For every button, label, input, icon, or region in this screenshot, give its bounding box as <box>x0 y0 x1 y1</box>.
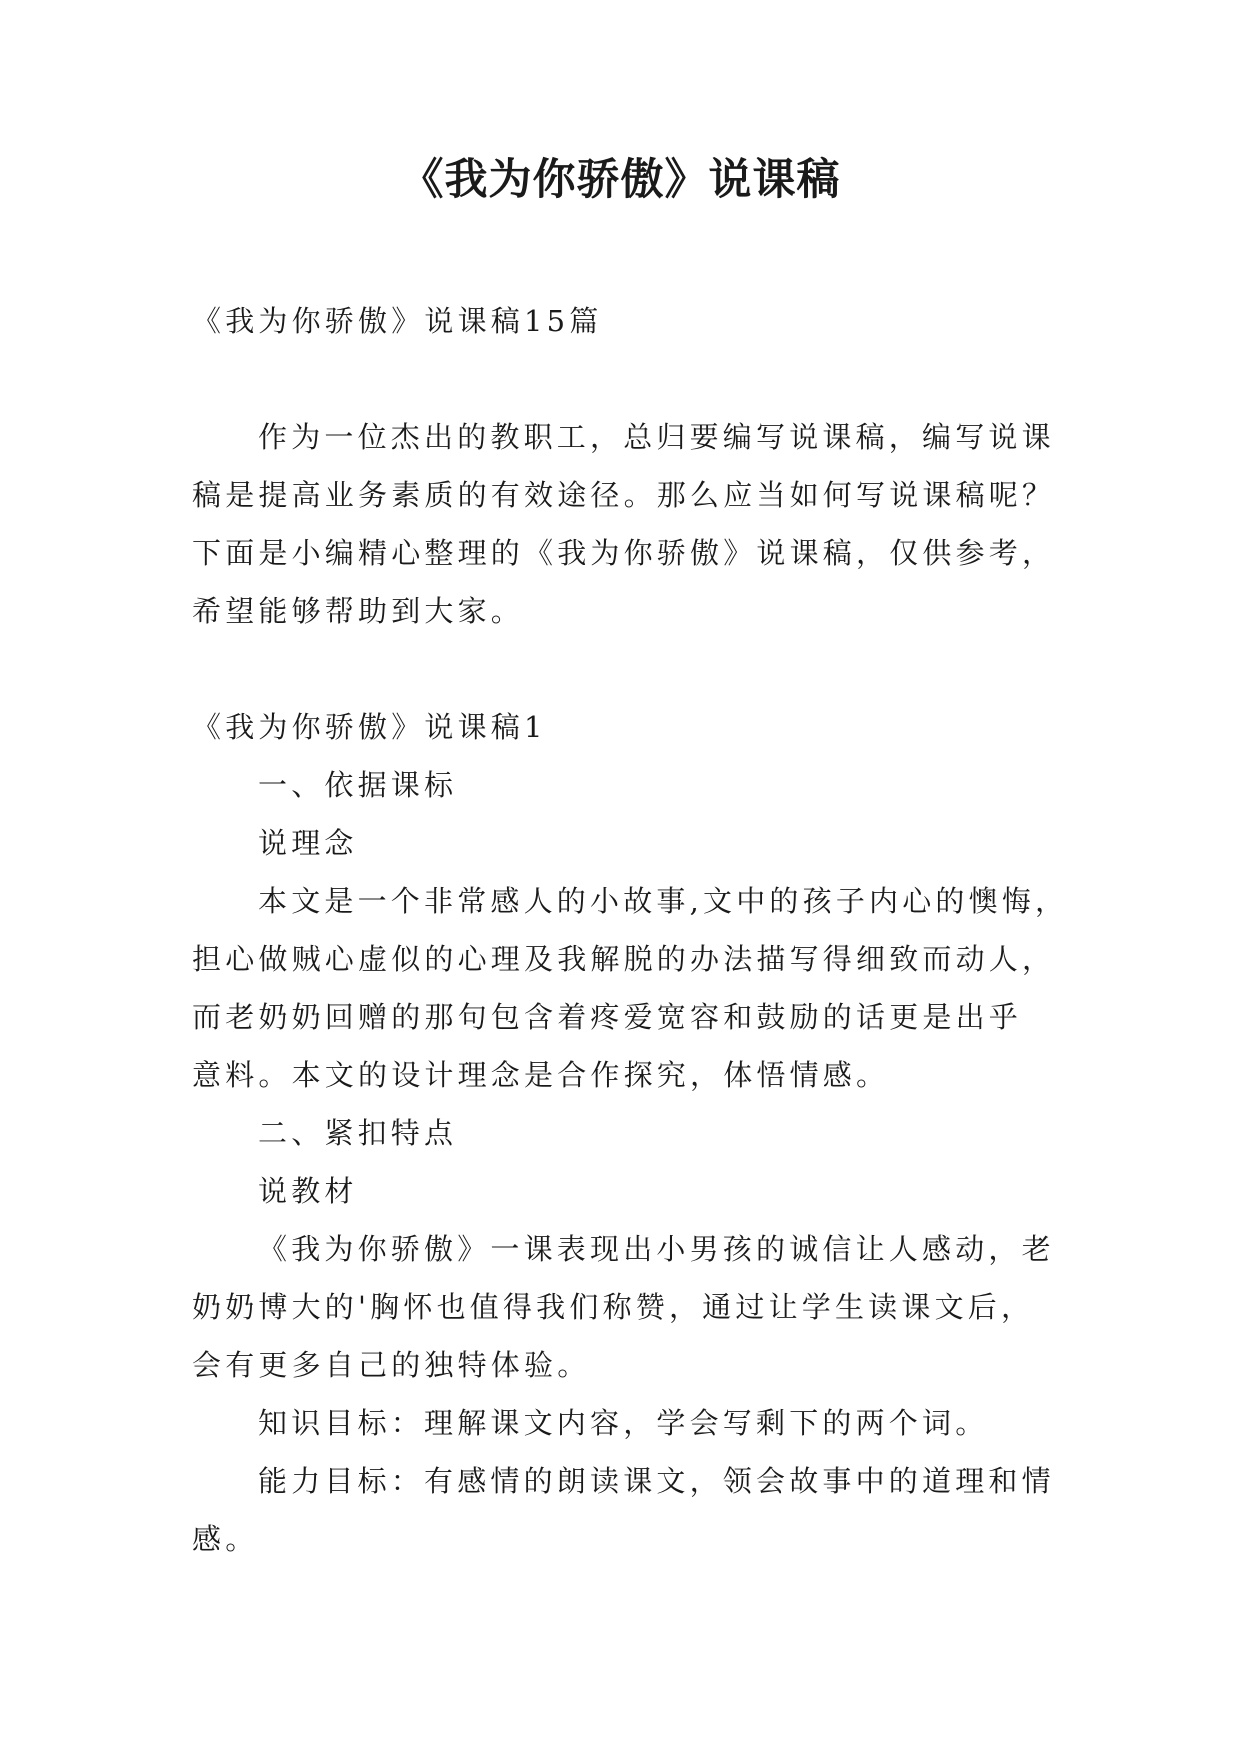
ability-goal <box>192 1452 1072 1568</box>
paragraph-line: 感。 <box>192 1522 259 1556</box>
heading-1: 一、依据课标 <box>258 768 458 802</box>
paragraph-line: 本文是一个非常感人的小故事,文中的孩子内心的懊悔， <box>258 884 1069 918</box>
heading-2: 二、紧扣特点 <box>258 1116 458 1150</box>
subheading-2: 说教材 <box>258 1174 358 1208</box>
paragraph-1 <box>192 872 1072 1104</box>
intro-paragraph <box>192 408 1072 640</box>
document-body <box>192 292 1072 1568</box>
intro-line: 下面是小编精心整理的《我为你骄傲》说课稿，仅供参考， <box>192 536 1056 570</box>
paragraph-line: 奶奶博大的'胸怀也值得我们称赞，通过让学生读课文后， <box>192 1290 1035 1324</box>
paragraph-line: 会有更多自己的独特体验。 <box>192 1348 591 1382</box>
document-subtitle: 《我为你骄傲》说课稿15篇 <box>192 304 603 338</box>
paragraph-line: 担心做贼心虚似的心理及我解脱的办法描写得细致而动人， <box>192 942 1056 976</box>
paragraph-line: 意料。本文的设计理念是合作探究，体悟情感。 <box>192 1058 890 1092</box>
spacer <box>192 350 1072 408</box>
spacer <box>192 640 1072 698</box>
paragraph-line: 《我为你骄傲》一课表现出小男孩的诚信让人感动，老 <box>258 1232 1055 1266</box>
paragraph-line: 而老奶奶回赠的那句包含着疼爱宽容和鼓励的话更是出乎 <box>192 1000 1023 1034</box>
paragraph-line: 能力目标：有感情的朗读课文，领会故事中的道理和情 <box>258 1464 1055 1498</box>
intro-line: 希望能够帮助到大家。 <box>192 594 525 628</box>
section-heading: 《我为你骄傲》说课稿1 <box>192 710 547 744</box>
intro-line: 作为一位杰出的教职工，总归要编写说课稿，编写说课 <box>258 420 1055 454</box>
intro-line: 稿是提高业务素质的有效途径。那么应当如何写说课稿呢？ <box>192 478 1056 512</box>
document-title: 《我为你骄傲》说课稿 <box>400 155 841 205</box>
subheading-1: 说理念 <box>258 826 358 860</box>
paragraph-2 <box>192 1220 1072 1394</box>
knowledge-goal: 知识目标：理解课文内容，学会写剩下的两个词。 <box>258 1406 989 1440</box>
